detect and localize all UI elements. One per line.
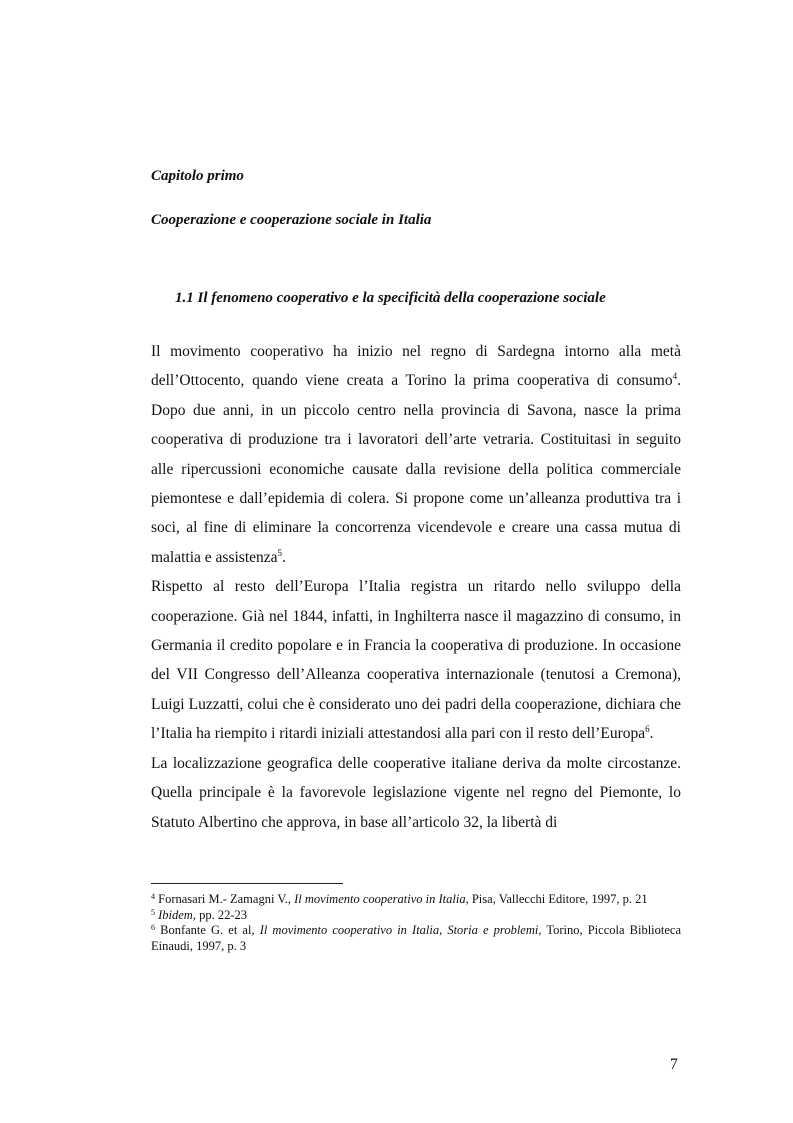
footnote-ref[interactable]: 5 [277, 547, 283, 558]
page-number: 7 [670, 1056, 678, 1073]
chapter-title: Cooperazione e cooperazione sociale in Italia [151, 212, 432, 228]
section-heading: 1.1 Il fenomeno cooperativo e la specificità della cooperazione sociale [175, 290, 606, 306]
footnotes [151, 892, 681, 954]
footnote: $^5$ Ibidem, pp. 22-23 [151, 907, 248, 922]
footnote-divider [151, 883, 343, 884]
body-text [151, 337, 681, 837]
paragraph: La localizzazione geografica delle cooperative italiane deriva da molte circostanze. Quella principale è la favorevole legislazione vigente nel regno del Piemonte, lo Statuto Albertino che approva, in base all’articolo 32, la libertà di [151, 754, 681, 831]
paragraph: Il movimento cooperativo ha inizio nel regno di Sardegna intorno alla metà dell’Ottocento, quando viene creata a Torino la prima cooperativa di consumo$^4$. Dopo due anni, in un piccolo centro nella provincia di Savona, nasce la prima cooperativa di produzione tra i lavoratori dell’arte vetraria. Costituitasi in seguito alle ripercussioni economiche causate dalla revisione della politica commerciale piemontese e dall’epidemia di colera. Si propone come un’alleanza produttiva tra i soci, al fine di eliminare la concorrenza vicendevole e creare una cassa mutua di malattia e assistenza$^5$. [151, 343, 681, 566]
footnote-ref[interactable]: 6 [645, 724, 650, 735]
footnote-ref[interactable]: 4 [672, 371, 678, 382]
chapter-label: Capitolo primo [151, 168, 244, 184]
footnote: $^4$ Fornasari M.- Zamagni V., Il movimento cooperativo in Italia, Pisa, Vallecchi Editore, 1997, p. 21 [151, 892, 648, 906]
footnote: $^6$ Bonfante G. et al, Il movimento cooperativo in Italia, Storia e problemi, Torino, Piccola Biblioteca Einaudi, 1997, p. 3 [151, 923, 682, 953]
paragraph: Rispetto al resto dell’Europa l’Italia registra un ritardo nello sviluppo della cooperazione. Già nel 1844, infatti, in Inghilterra nasce il magazzino di consumo, in Germania il credito popolare e in Francia la cooperativa di produzione. In occasione del VII Congresso dell’Alleanza cooperativa internazionale (tenutosi a Cremona), Luigi Luzzatti, colui che è considerato uno dei padri della cooperazione, dichiara che l’Italia ha riempito i ritardi iniziali attestandosi alla pari con il resto dell’Europa$^6$. [151, 578, 681, 743]
